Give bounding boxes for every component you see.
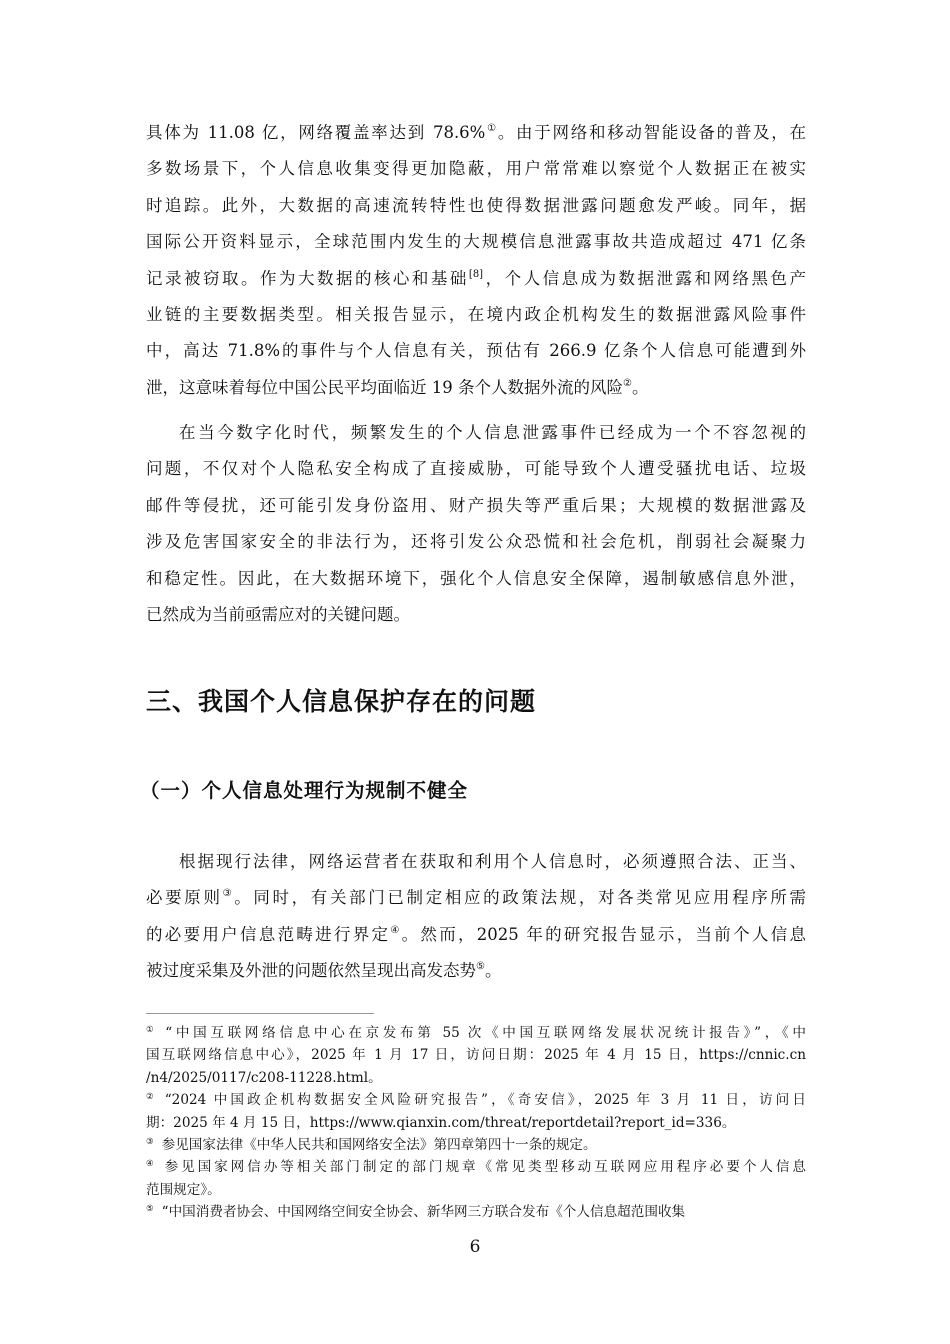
footnote-mark: ② bbox=[146, 1092, 157, 1103]
footnote-line bbox=[146, 1201, 806, 1223]
footnote-text: 参见国家法律《中华人民共和国网络安全法》第四章第四十一条的规定。 bbox=[161, 1137, 597, 1154]
footnote-mark: ④ bbox=[146, 1159, 157, 1170]
text-segment: 。由于网络和移动智能设备的普及，在 bbox=[497, 123, 807, 142]
footnote-line bbox=[146, 1179, 806, 1201]
text-segment: 根据现行法律，网络运营者在获取和利用个人信息时，必须遵照合法、正当、 bbox=[179, 852, 806, 871]
text-line bbox=[146, 297, 806, 333]
footnotes bbox=[146, 1022, 806, 1224]
text-segment: 被过度采集及外泄的问题依然呈现出高发态势 bbox=[146, 961, 476, 981]
text-segment: 业链的主要数据类型。相关报告显示，在境内政企机构发生的数据泄露风险事件 bbox=[146, 305, 806, 325]
footnote-divider bbox=[146, 1013, 374, 1014]
text-segment: 泄，这意味着每位中国公民平均面临近 19 条个人数据外流的风险 bbox=[146, 377, 623, 397]
text-line bbox=[146, 524, 806, 560]
text-segment: 问题，不仅对个人隐私安全构成了直接威胁，可能导致个人遭受骚扰电话、垃圾 bbox=[146, 459, 806, 479]
text-segment: 多数场景下，个人信息收集变得更加隐蔽，用户常常难以察觉个人数据正在被实 bbox=[146, 159, 806, 179]
text-segment: 涉及危害国家安全的非法行为，还将引发公众恐慌和社会危机，削弱社会凝聚力 bbox=[146, 532, 806, 552]
text-line bbox=[146, 188, 806, 224]
text-line bbox=[146, 261, 806, 297]
text-segment: 。同时，有关部门已制定相应的政策法规，对各类常见应用程序所需 bbox=[234, 888, 807, 908]
text-line bbox=[146, 953, 806, 989]
text-line bbox=[146, 561, 806, 597]
footnote-text: “2024 中国政企机构数据安全风险研究报告”，《奇安信》，2025 年 3 月 11 日，访问日 bbox=[164, 1092, 806, 1109]
text-segment: 的必要用户信息范畴进行界定 bbox=[146, 924, 391, 944]
footnote-mark: ⑤ bbox=[146, 1204, 154, 1215]
footnote-reference[interactable]: ② bbox=[623, 377, 632, 389]
footnote-reference[interactable]: [8] bbox=[468, 268, 484, 280]
footnote-text: 国互联网络信息中心》，2025 年 1 月 17 日，访问日期：2025 年 4 月 15 日，https://cnnic.cn bbox=[146, 1047, 806, 1064]
paragraph-leak-risks bbox=[146, 415, 806, 633]
footnote-line bbox=[146, 1089, 806, 1111]
text-line bbox=[146, 151, 806, 187]
text-segment: 。 bbox=[484, 961, 502, 981]
subsection-heading: （一）个人信息处理行为规制不健全 bbox=[140, 779, 469, 802]
footnote-line bbox=[146, 1112, 806, 1134]
text-segment: ，个人信息成为数据泄露和网络黑色产 bbox=[483, 268, 807, 288]
footnote-text: /n4/2025/0117/c208-11228.html。 bbox=[146, 1069, 382, 1086]
footnote-line bbox=[146, 1156, 806, 1178]
footnote-reference[interactable]: ⑤ bbox=[476, 961, 485, 973]
paragraph-intro-stats bbox=[146, 115, 806, 406]
text-segment: 时追踪。此外，大数据的高速流转特性也使得数据泄露问题愈发严峻。同年，据 bbox=[146, 195, 806, 215]
text-segment: 在当今数字化时代，频繁发生的个人信息泄露事件已经成为一个不容忽视的 bbox=[179, 423, 806, 442]
footnote-line bbox=[146, 1134, 806, 1156]
text-line bbox=[146, 597, 806, 633]
text-line bbox=[146, 415, 806, 451]
text-segment: 具体为 11.08 亿，网络覆盖率达到 78.6% bbox=[146, 123, 486, 142]
text-line bbox=[146, 333, 806, 369]
text-segment: 国际公开资料显示，全球范围内发生的大规模信息泄露事故共造成超过 471 亿条 bbox=[146, 232, 806, 252]
text-line bbox=[146, 844, 806, 880]
text-segment: 。然而，2025 年的研究报告显示，当前个人信息 bbox=[401, 924, 806, 944]
footnote-line bbox=[146, 1022, 806, 1044]
text-segment: 记录被窃取。作为大数据的核心和基础 bbox=[146, 268, 469, 288]
section-heading: 三、我国个人信息保护存在的问题 bbox=[146, 687, 537, 716]
text-line bbox=[146, 115, 806, 151]
footnote-text: 参见国家网信办等相关部门制定的部门规章《常见类型移动互联网应用程序必要个人信息 bbox=[164, 1159, 807, 1176]
footnote-text: “中国互联网络信息中心在京发布第 55 次《中国互联网络发展状况统计报告》”，《中 bbox=[165, 1025, 806, 1041]
paragraph-legal-basis bbox=[146, 844, 806, 990]
footnote-line bbox=[146, 1067, 806, 1089]
text-line bbox=[146, 880, 806, 916]
footnote-mark: ① bbox=[146, 1025, 158, 1035]
footnote-mark: ③ bbox=[146, 1137, 154, 1148]
text-segment: 已然成为当前亟需应对的关键问题。 bbox=[146, 605, 410, 625]
text-line bbox=[146, 451, 806, 487]
footnote-text: 范围规定》。 bbox=[146, 1181, 221, 1198]
footnote-line bbox=[146, 1044, 806, 1066]
text-segment: 。 bbox=[631, 377, 649, 397]
footnote-reference[interactable]: ③ bbox=[222, 888, 235, 900]
footnote-reference[interactable]: ④ bbox=[390, 924, 402, 936]
text-segment: 和稳定性。因此，在大数据环境下，强化个人信息安全保障，遏制敏感信息外泄， bbox=[146, 568, 806, 588]
text-line bbox=[146, 917, 806, 953]
page-number: 6 bbox=[469, 1237, 481, 1257]
footnote-text: “中国消费者协会、中国网络空间安全协会、新华网三方联合发布《个人信息超范围收集 bbox=[161, 1204, 686, 1221]
text-line bbox=[146, 370, 806, 406]
text-segment: 中，高达 71.8%的事件与个人信息有关，预估有 266.9 亿条个人信息可能遭到外 bbox=[146, 341, 806, 361]
footnote-reference[interactable]: ① bbox=[485, 123, 498, 134]
footnote-text: 期：2025 年 4 月 15 日，https://www.qianxin.com/threat/reportdetail?report_id=336。 bbox=[146, 1114, 736, 1131]
text-line bbox=[146, 488, 806, 524]
text-segment: 必要原则 bbox=[146, 888, 223, 908]
text-segment: 邮件等侵扰，还可能引发身份盗用、财产损失等严重后果；大规模的数据泄露及 bbox=[146, 495, 806, 515]
text-line bbox=[146, 224, 806, 260]
